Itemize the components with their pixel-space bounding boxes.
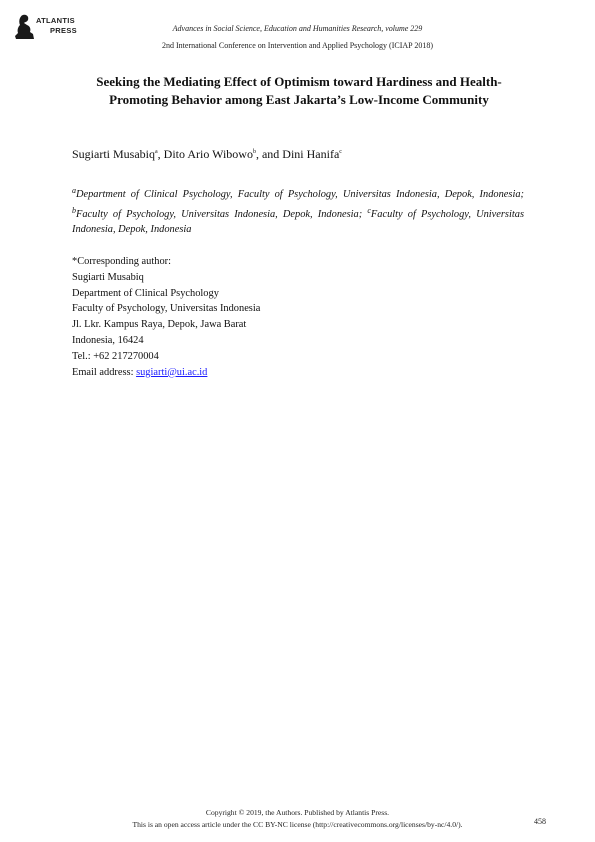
affil-text: Department of Clinical Psychology, Faculty of Psychology, Universitas Indonesia, Depok, Indonesia; (76, 189, 524, 200)
affil-text: Faculty of Psychology, Universitas Indonesia, Depok, Indonesia; (76, 208, 368, 220)
author-list (72, 147, 342, 162)
corr-email-line (72, 365, 260, 381)
correspondence-block (72, 254, 260, 380)
corr-city: Indonesia, 16424 (72, 334, 144, 346)
author-affil-mark: b (252, 149, 256, 155)
corr-email-label: Email address: (72, 366, 137, 378)
affiliations (72, 183, 524, 238)
corr-heading: *Corresponding author: (72, 256, 171, 267)
corr-tel: Tel.: +62 217270004 (72, 350, 159, 362)
corr-name: Sugiarti Musabiq (72, 271, 144, 283)
author-affil-mark: a (155, 149, 158, 155)
corr-dept: Department of Clinical Psychology (72, 287, 219, 299)
author-separator: , (157, 147, 164, 161)
license-line: This is an open access article under the CC BY-NC license (http://creativecommons.org/licenses/by-nc/4.0/). (132, 820, 463, 829)
journal-header: Advances in Social Science, Education and Humanities Research, volume 229 (172, 24, 423, 33)
corr-street: Jl. Lkr. Kampus Raya, Depok, Jawa Barat (72, 319, 247, 331)
affil-mark: b (72, 205, 76, 215)
affil-mark: a (72, 186, 76, 195)
email-link[interactable]: sugiarti@ui.ac.id (136, 366, 208, 378)
copyright-line: Copyright © 2019, the Authors. Published by Atlantis Press. (205, 808, 390, 817)
paper-title: Seeking the Mediating Effect of Optimism toward Hardiness and Health-Promoting Behavior among East Jakarta’s Low-Income Community (96, 74, 502, 107)
author-name: Dini Hanifa (282, 147, 340, 161)
page-number: 458 (534, 817, 546, 826)
affil-mark: c (367, 205, 371, 215)
logo-text-press: PRESS (50, 26, 77, 35)
logo-text-atlantis: ATLANTIS (36, 16, 75, 25)
corr-faculty: Faculty of Psychology, Universitas Indonesia (72, 303, 261, 315)
author-separator: , and (255, 147, 283, 161)
conference-header: 2nd International Conference on Intervention and Applied Psychology (ICIAP 2018) (162, 41, 433, 50)
author-name: Sugiarti Musabiq (72, 147, 155, 161)
affil-text: Faculty of Psychology, Universitas Indonesia, Depok, Indonesia (72, 208, 524, 235)
author-name: Dito Ario Wibowo (163, 147, 253, 161)
author-affil-mark: c (339, 149, 342, 155)
